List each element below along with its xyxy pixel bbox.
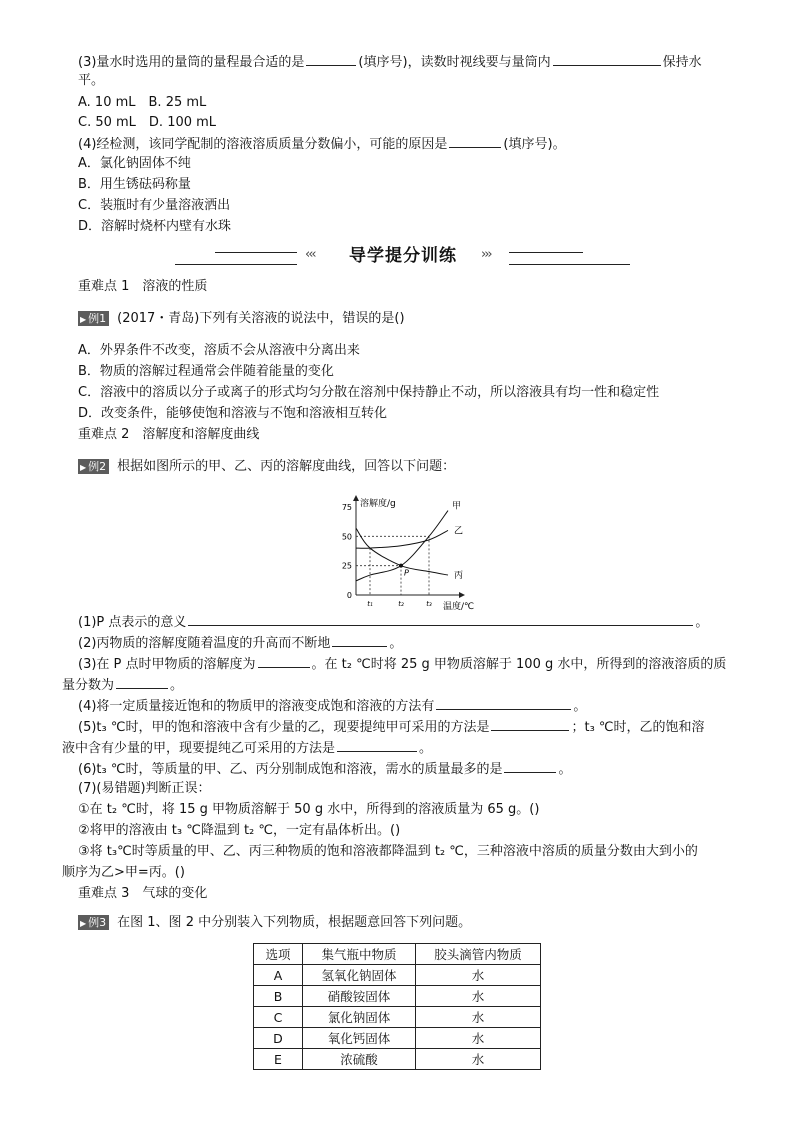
table-cell: 水: [416, 1028, 541, 1049]
q3-lead: (3)量水时选用的量筒的量程最合适的是: [78, 55, 305, 70]
q4-option-d: D．溶解时烧杯内壁有水珠: [78, 219, 232, 234]
q4-tail: (填序号)。: [503, 137, 566, 152]
ex1-option-a: A．外界条件不改变，溶质不会从溶液中分离出来: [78, 343, 360, 358]
ex2-q3b: 。在 t₂ ℃时将 25 g 甲物质溶解于 100 g 水中，所得到的溶液溶质的质: [311, 657, 727, 672]
ex3-stem: 在图 1、图 2 中分别装入下列物质，根据题意回答下列问题。: [117, 915, 472, 930]
table-header-bottle: 集气瓶中物质: [303, 944, 416, 965]
ex2-q3-line: [78, 654, 726, 674]
ex2-q3-wrap: 量分数为 。: [62, 675, 183, 695]
y-tick-label: 0: [346, 591, 352, 600]
q4-option-b: B．用生锈砝码称量: [78, 177, 191, 192]
substance-table: [253, 943, 541, 1070]
ex2-q7-2: ②将甲的溶液由 t₃ ℃降温到 t₂ ℃，一定有晶体析出。(): [78, 823, 401, 838]
ex2-q6: (6)t₃ ℃时，等质量的甲、乙、丙分别制成饱和溶液，需水的质量最多的是: [78, 762, 503, 777]
banner-rule-right-top: [509, 252, 583, 253]
solubility-chart: [330, 480, 490, 612]
point-2-heading: 重难点 2 溶解度和溶解度曲线: [78, 427, 260, 442]
ex1-stem-line: [78, 310, 405, 328]
point-3-heading: 重难点 3 气球的变化: [78, 886, 208, 901]
table-row: [254, 965, 541, 986]
ex2-stem: 根据如图所示的甲、乙、丙的溶解度曲线，回答以下问题：: [117, 459, 456, 474]
section-banner: [175, 244, 630, 268]
table-cell: 浓硫酸: [303, 1049, 416, 1070]
ex1-stem: (2017・青岛)下列有关溶液的说法中，错误的是(): [117, 311, 405, 326]
x-axis-label: 温度/℃: [443, 602, 475, 612]
ex1-option-d: D．改变条件，能够使饱和溶液与不饱和溶液相互转化: [78, 406, 388, 421]
ex2-q2-blank[interactable]: [332, 633, 387, 647]
x-tick-label: t₁: [367, 600, 373, 608]
ex2-stem-line: [78, 458, 455, 476]
banner-rule-right-bottom: [509, 264, 630, 265]
ex3-stem-line: [78, 914, 471, 932]
q4-lead: (4)经检测，该同学配制的溶液溶质质量分数偏小，可能的原因是: [78, 137, 448, 152]
table-cell: 硝酸铵固体: [303, 986, 416, 1007]
ex2-q3c: 量分数为: [62, 678, 115, 693]
table-cell: C: [254, 1007, 303, 1028]
series-label: 乙: [454, 526, 464, 537]
series-label: 丙: [454, 571, 464, 582]
ex2-q7-3a: ③将 t₃℃时等质量的甲、乙、丙三种物质的饱和溶液都降温到 t₂ ℃，三种溶液中溶质的质量分数由大到小的: [78, 844, 698, 859]
q3-blank-1[interactable]: [306, 52, 356, 66]
table-cell: 氯化钠固体: [303, 1007, 416, 1028]
ex2-q6-blank[interactable]: [504, 759, 556, 773]
ex2-q1-line: (1)P 点表示的意义 。: [78, 612, 708, 632]
ex1-tag: ▶ 例1: [78, 311, 109, 326]
point-p-label: P: [404, 568, 409, 578]
table-row: [254, 1049, 541, 1070]
ex1-option-c: C．溶液中的溶质以分子或离子的形式均匀分散在溶剂中保持静止不动，所以溶液具有均一性和稳定性: [78, 385, 660, 400]
point-1-heading: 重难点 1 溶液的性质: [78, 279, 208, 294]
x-tick-label: t₃: [426, 600, 432, 608]
table-cell: E: [254, 1049, 303, 1070]
ex3-tag: ▶ 例3: [78, 915, 109, 930]
y-axis-label: 溶解度/g: [360, 499, 396, 509]
ex2-q5-blank-1[interactable]: [491, 717, 569, 731]
ex2-q1-blank[interactable]: [188, 612, 693, 626]
ex2-q5-wrap: 液中含有少量的甲，现要提纯乙可采用的方法是 。: [62, 738, 432, 758]
y-tick-label: 50: [341, 532, 352, 542]
ex2-q3a: (3)在 P 点时甲物质的溶解度为: [78, 657, 256, 672]
ex2-q4: (4)将一定质量接近饱和的物质甲的溶液变成饱和溶液的方法有: [78, 699, 435, 714]
chevron-left-icon: ‹‹‹: [305, 247, 315, 262]
y-axis-arrow-icon: [353, 495, 359, 501]
ex2-q5-line: [78, 717, 705, 737]
table-cell: 水: [416, 965, 541, 986]
table-row: [254, 1007, 541, 1028]
q3-blank-2[interactable]: [553, 52, 661, 66]
ex2-tag: ▶ 例2: [78, 459, 109, 474]
ex2-q5-blank-2[interactable]: [337, 738, 417, 752]
banner-title: 导学提分训练: [349, 246, 457, 266]
table-header-row: [254, 944, 541, 965]
table-cell: 水: [416, 1049, 541, 1070]
banner-rule-left-bottom: [175, 264, 297, 265]
table-cell: 氧化钙固体: [303, 1028, 416, 1049]
table-row: [254, 1028, 541, 1049]
ex2-q3-blank-1[interactable]: [258, 654, 310, 668]
series-line-1: [356, 530, 448, 548]
ex2-q6-line: (6)t₃ ℃时，等质量的甲、乙、丙分别制成饱和溶液，需水的质量最多的是 。: [78, 759, 571, 779]
x-tick-label: t₂: [398, 600, 404, 608]
y-tick-label: 75: [341, 503, 352, 512]
q3-wrap: 平。: [78, 73, 105, 88]
chevron-right-icon: ›››: [481, 247, 491, 262]
y-tick-label: 25: [341, 561, 352, 571]
table-row: [254, 986, 541, 1007]
q4-line: [78, 134, 566, 154]
play-icon: ▶: [80, 919, 87, 928]
table-header-option: 选项: [254, 944, 303, 965]
play-icon: ▶: [80, 463, 87, 472]
ex2-q5a: (5)t₃ ℃时，甲的饱和溶液中含有少量的乙，现要提纯甲可采用的方法是: [78, 720, 490, 735]
q4-option-c: C．装瓶时有少量溶液洒出: [78, 198, 231, 213]
table-cell: B: [254, 986, 303, 1007]
q4-option-a: A．氯化钠固体不纯: [78, 156, 191, 171]
ex2-q7: (7)(易错题)判断正误：: [78, 781, 211, 796]
series-line-2: [356, 528, 448, 575]
ex2-q4-blank[interactable]: [436, 696, 571, 710]
ex2-q7-1: ①在 t₂ ℃时，将 15 g 甲物质溶解于 50 g 水中，所得到的溶液质量为 65 g。(): [78, 802, 540, 817]
ex1-option-b: B．物质的溶解过程通常会伴随着能量的变化: [78, 364, 334, 379]
q3-options-cd: C. 50 mL D. 100 mL: [78, 115, 217, 130]
table-cell: 水: [416, 1007, 541, 1028]
q3-line: [78, 52, 702, 72]
ex2-q5c: 液中含有少量的甲，现要提纯乙可采用的方法是: [62, 741, 336, 756]
q3-tail: 保持水: [662, 55, 702, 70]
banner-rule-left-top: [215, 252, 297, 253]
ex2-q3-blank-2[interactable]: [116, 675, 168, 689]
ex2-q1: (1)P 点表示的意义: [78, 615, 187, 630]
ex2-q7-3b: 顺序为乙>甲=丙。(): [62, 865, 185, 880]
series-label: 甲: [452, 501, 462, 512]
table-cell: 水: [416, 986, 541, 1007]
ex2-q5b: ；t₃ ℃时，乙的饱和溶: [571, 720, 705, 735]
play-icon: ▶: [80, 315, 87, 324]
table-cell: 氢氧化钠固体: [303, 965, 416, 986]
table-cell: D: [254, 1028, 303, 1049]
q4-blank[interactable]: [449, 134, 501, 148]
point-p: [399, 564, 403, 568]
q3-options-ab: A. 10 mL B. 25 mL: [78, 95, 207, 110]
table-header-dropper: 胶头滴管内物质: [416, 944, 541, 965]
ex2-q4-line: (4)将一定质量接近饱和的物质甲的溶液变成饱和溶液的方法有 。: [78, 696, 586, 716]
q3-mid: (填序号)，读数时视线要与量筒内: [358, 55, 551, 70]
x-axis-arrow-icon: [459, 592, 465, 598]
ex2-q2-line: (2)丙物质的溶解度随着温度的升高而不断地 。: [78, 633, 402, 653]
table-cell: A: [254, 965, 303, 986]
ex2-q2: (2)丙物质的溶解度随着温度的升高而不断地: [78, 636, 331, 651]
